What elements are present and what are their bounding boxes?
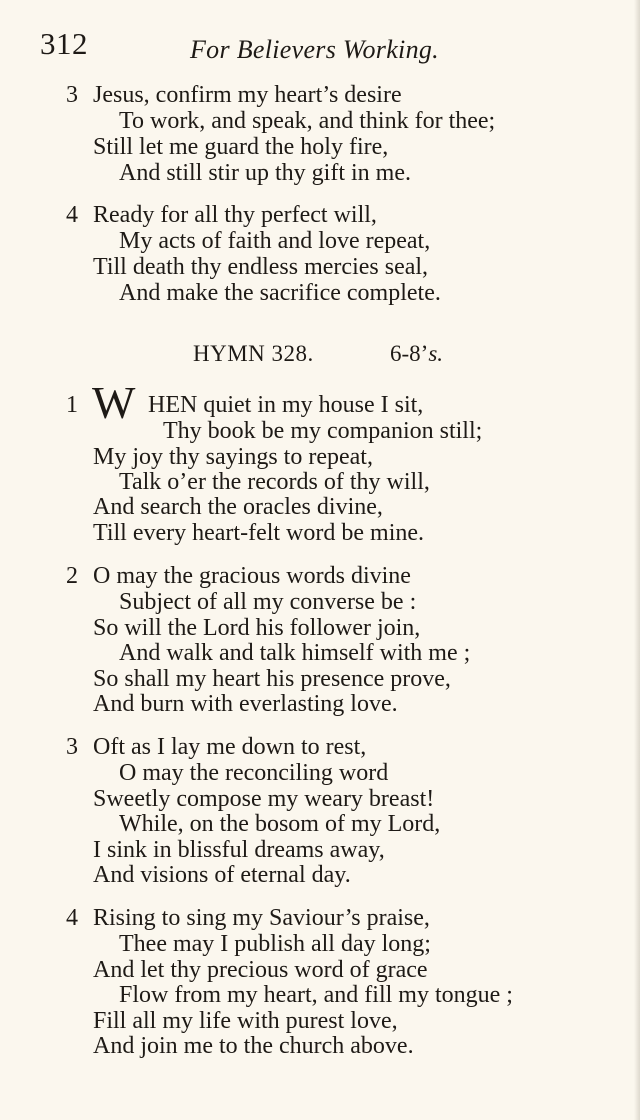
verse-number: 4 (66, 202, 78, 228)
verse-line: And burn with everlasting love. (93, 691, 398, 717)
verse-line: And let thy precious word of grace (93, 957, 428, 983)
verse-line: And search the oracles divine, (93, 494, 383, 520)
meter-suffix: s. (428, 341, 444, 366)
verse-line: And walk and talk himself with me ; (119, 640, 471, 666)
verse-line: While, on the bosom of my Lord, (119, 811, 441, 837)
verse-line: Till death thy endless mercies seal, (93, 254, 429, 280)
verse-line: Subject of all my converse be : (119, 589, 417, 615)
verse-line: Oft as I lay me down to rest, (93, 734, 367, 760)
verse-line: Thy book be my companion still; (163, 418, 483, 444)
drop-cap: W (92, 377, 135, 428)
verse-line: And make the sacrifice complete. (119, 280, 441, 306)
verse-line: O may the gracious words divine (93, 563, 411, 589)
verse-line: And visions of eternal day. (93, 862, 351, 888)
verse-number: 2 (66, 563, 78, 589)
meter-number: 6-8’ (390, 341, 429, 366)
verse-line: Still let me guard the holy fire, (93, 134, 389, 160)
verse-line: I sink in blissful dreams away, (93, 837, 385, 863)
hymn-title: HYMN 328. (193, 341, 314, 366)
verse-number: 1 (66, 392, 78, 418)
verse-line: Thee may I publish all day long; (119, 931, 431, 957)
verse-line: Ready for all thy perfect will, (93, 202, 377, 228)
verse-line: Sweetly compose my weary breast! (93, 786, 435, 812)
verse-line: Fill all my life with purest love, (93, 1008, 398, 1034)
running-title: For Believers Working. (190, 35, 439, 64)
verse-number: 3 (66, 82, 78, 108)
verse-line: HEN quiet in my house I sit, (148, 392, 424, 418)
verse-number: 3 (66, 734, 78, 760)
verse-line: My joy thy sayings to repeat, (93, 444, 373, 470)
verse-line: So will the Lord his follower join, (93, 615, 421, 641)
verse-line: And join me to the church above. (93, 1033, 414, 1059)
verse-line: Flow from my heart, and fill my tongue ; (119, 982, 513, 1008)
hymn-meter (390, 341, 443, 367)
verse-line: Till every heart-felt word be mine. (93, 520, 425, 546)
verse-number: 4 (66, 905, 78, 931)
verse-line: And still stir up thy gift in me. (119, 160, 411, 186)
verse-line: My acts of faith and love repeat, (119, 228, 431, 254)
verse-line: So shall my heart his presence prove, (93, 666, 451, 692)
page-edge-shadow (634, 0, 640, 1120)
verse-line: Talk o’er the records of thy will, (119, 469, 430, 495)
verse-line: Jesus, confirm my heart’s desire (93, 82, 402, 108)
verse-line: O may the reconciling word (119, 760, 389, 786)
page-number: 312 (40, 26, 88, 61)
verse-line: Rising to sing my Saviour’s praise, (93, 905, 430, 931)
verse-line: To work, and speak, and think for thee; (119, 108, 496, 134)
